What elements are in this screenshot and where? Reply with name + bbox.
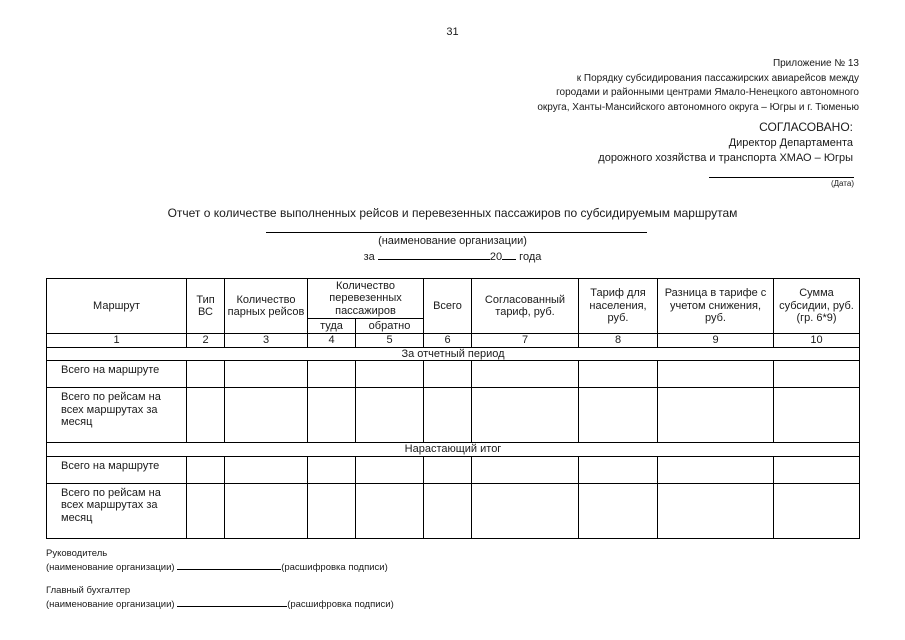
signature-accountant [46, 585, 394, 611]
appendix-line-1: Приложение № 13 [772, 58, 859, 69]
header-vessel-type: Тип ВС [187, 279, 225, 334]
empty-cell [225, 361, 308, 388]
signature-head-decode: (расшифровка подписи) [281, 562, 388, 573]
signature-accountant-decode: (расшифровка подписи) [287, 599, 394, 610]
report-table [46, 278, 860, 539]
empty-cell [774, 483, 860, 538]
empty-cell [308, 483, 356, 538]
column-number: 5 [356, 334, 424, 348]
header-agreed-tariff: Согласованный тариф, руб. [472, 279, 579, 334]
empty-cell [774, 456, 860, 483]
header-tariff-difference: Разница в тарифе с учетом снижения, руб. [658, 279, 774, 334]
empty-cell [308, 456, 356, 483]
organization-name-line [266, 232, 647, 233]
appendix-line-2: к Порядку субсидирования пассажирских авиарейсов между [576, 72, 859, 84]
empty-cell [187, 388, 225, 443]
year-suffix: года [519, 251, 542, 263]
empty-cell [579, 388, 658, 443]
empty-cell [658, 388, 774, 443]
column-number: 6 [424, 334, 472, 348]
empty-cell [579, 361, 658, 388]
date-signature-line [709, 177, 854, 178]
section-title-reporting-period: За отчетный период [47, 347, 860, 361]
appendix-line-4: округа, Ханты-Мансийского автономного округа – Югры и г. Тюменью [537, 101, 859, 113]
empty-cell [356, 456, 424, 483]
column-number: 8 [579, 334, 658, 348]
date-label: (Дата) [830, 179, 854, 188]
column-number: 7 [472, 334, 579, 348]
empty-cell [658, 483, 774, 538]
header-back: обратно [356, 319, 424, 334]
approval-line-2: дорожного хозяйства и транспорта ХМАО – Югры [598, 152, 853, 164]
column-number: 2 [187, 334, 225, 348]
header-route: Маршрут [47, 279, 187, 334]
column-number: 3 [225, 334, 308, 348]
signature-head-org: (наименование организации) [46, 562, 175, 573]
empty-cell [472, 483, 579, 538]
signature-head [46, 548, 388, 574]
column-number: 9 [658, 334, 774, 348]
approval-heading: СОГЛАСОВАНО: [759, 120, 853, 134]
row-label-route-total: Всего на маршруте [47, 361, 187, 388]
column-number: 10 [774, 334, 860, 348]
empty-cell [225, 456, 308, 483]
empty-cell [472, 361, 579, 388]
header-subsidy-sum: Сумма субсидии, руб. (гр. 6*9) [774, 279, 860, 334]
empty-cell [424, 483, 472, 538]
empty-cell [774, 388, 860, 443]
header-paired-flights: Количество парных рейсов [225, 279, 308, 334]
empty-cell [187, 456, 225, 483]
row-label-all-routes-month: Всего по рейсам на всех маршрутах за месяц [47, 388, 187, 443]
empty-cell [424, 456, 472, 483]
year-blank [378, 249, 490, 260]
empty-cell [187, 361, 225, 388]
year-digits-blank [502, 249, 516, 260]
empty-cell [472, 456, 579, 483]
section-title-cumulative: Нарастающий итог [47, 443, 860, 457]
year-century: 20 [489, 251, 503, 263]
report-year-line [0, 249, 905, 263]
empty-cell [579, 483, 658, 538]
empty-cell [356, 388, 424, 443]
empty-cell [356, 483, 424, 538]
empty-cell [356, 361, 424, 388]
page-number: 31 [446, 26, 459, 38]
signature-blank [177, 560, 281, 570]
year-prefix: за [363, 251, 375, 263]
empty-cell [225, 388, 308, 443]
empty-cell [308, 388, 356, 443]
report-title: Отчет о количестве выполненных рейсов и перевезенных пассажиров по субсидируемым маршрутам [167, 206, 738, 220]
header-total: Всего [424, 279, 472, 334]
empty-cell [579, 456, 658, 483]
empty-cell [424, 361, 472, 388]
organization-label: (наименование организации) [378, 235, 527, 247]
empty-cell [658, 456, 774, 483]
header-passengers: Количество перевезенных пассажиров [308, 279, 424, 319]
empty-cell [658, 361, 774, 388]
empty-cell [472, 388, 579, 443]
appendix-line-3: городами и районными центрами Ямало-Ненецкого автономного [556, 87, 859, 98]
column-number: 4 [308, 334, 356, 348]
column-number: 1 [47, 334, 187, 348]
approval-block [598, 120, 853, 167]
approval-line-1: Директор Департамента [728, 136, 853, 149]
signature-head-title: Руководитель [46, 548, 108, 559]
empty-cell [187, 483, 225, 538]
signature-accountant-org: (наименование организации) [46, 599, 175, 610]
row-label-route-total: Всего на маршруте [47, 456, 187, 483]
empty-cell [774, 361, 860, 388]
appendix-header [537, 57, 859, 115]
signature-accountant-line [46, 597, 394, 611]
empty-cell [424, 388, 472, 443]
signature-blank [177, 597, 287, 607]
row-label-all-routes-month: Всего по рейсам на всех маршрутах за месяц [47, 483, 187, 538]
header-there: туда [308, 319, 356, 334]
signature-accountant-title: Главный бухгалтер [46, 585, 131, 596]
empty-cell [225, 483, 308, 538]
header-population-tariff: Тариф для населения, руб. [579, 279, 658, 334]
signature-head-line [46, 560, 388, 574]
empty-cell [308, 361, 356, 388]
